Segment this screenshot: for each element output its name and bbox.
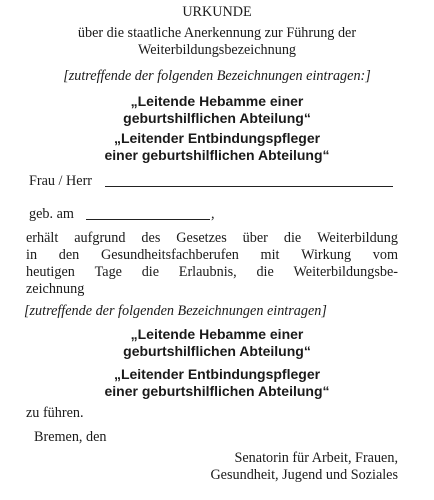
body-word: den [58, 247, 80, 263]
birth-date-field-line [86, 219, 210, 220]
body-text-line-1 [26, 230, 398, 247]
body-word: Gesetzes [176, 230, 227, 246]
title-option-1b-line-2: einer geburtshilflichen Abteilung“ [104, 147, 330, 163]
subtitle-line-1: über die staatliche Anerkennung zur Führung der [77, 25, 357, 41]
birth-date-comma: , [211, 206, 215, 222]
body-word: die [283, 230, 302, 246]
body-text-line-3 [26, 264, 398, 281]
instruction-note-2: [zutreffende der folgenden Bezeichnungen eintragen] [24, 303, 327, 319]
title-option-1b-line-1: „Leitender Entbindungspfleger [113, 130, 321, 146]
title-option-2b-line-1: „Leitender Entbindungspfleger [113, 366, 321, 382]
title-option-2a-line-2: geburtshilflichen Abteilung“ [123, 343, 311, 359]
closing-text: zu führen. [26, 405, 84, 421]
title-option-2a-line-1: „Leitende Hebamme einer [130, 326, 304, 342]
title-option-1a-line-2: geburtshilflichen Abteilung“ [123, 110, 311, 126]
body-word: in [26, 247, 38, 263]
body-word: Gesundheitsfachberufen [100, 247, 239, 263]
instruction-note-1: [zutreffende der folgenden Bezeichnungen eintragen:] [63, 68, 371, 84]
body-word: die [141, 264, 160, 280]
body-text-line-4: zeichnung [26, 281, 85, 297]
body-word: des [141, 230, 161, 246]
body-word: Weiterbildung [317, 230, 398, 246]
title-option-1a-line-1: „Leitende Hebamme einer [130, 93, 304, 109]
birth-date-label: geb. am [29, 206, 74, 222]
body-text-line-2 [26, 247, 398, 264]
body-word: Wirkung [301, 247, 352, 263]
body-word: Erlaubnis, [178, 264, 237, 280]
subtitle-line-2: Weiterbildungsbezeichnung [137, 42, 297, 58]
body-word: Weiterbildungsbe- [293, 264, 398, 280]
body-word: vom [372, 247, 398, 263]
authority-line-1: Senatorin für Arbeit, Frauen, [234, 450, 398, 466]
body-word: die [256, 264, 274, 280]
body-word: über [242, 230, 268, 246]
body-word: aufgrund [74, 230, 126, 246]
name-label: Frau / Herr [29, 173, 93, 189]
place-date-label: Bremen, den [34, 429, 107, 445]
name-field-line [105, 186, 393, 187]
document-title: URKUNDE [182, 4, 252, 20]
authority-line-2: Gesundheit, Jugend und Soziales [210, 467, 398, 483]
body-word: heutigen [26, 264, 75, 280]
body-word: erhält [26, 230, 59, 246]
body-word: Tage [94, 264, 122, 280]
title-option-2b-line-2: einer geburtshilflichen Abteilung“ [104, 383, 330, 399]
body-word: mit [260, 247, 280, 263]
